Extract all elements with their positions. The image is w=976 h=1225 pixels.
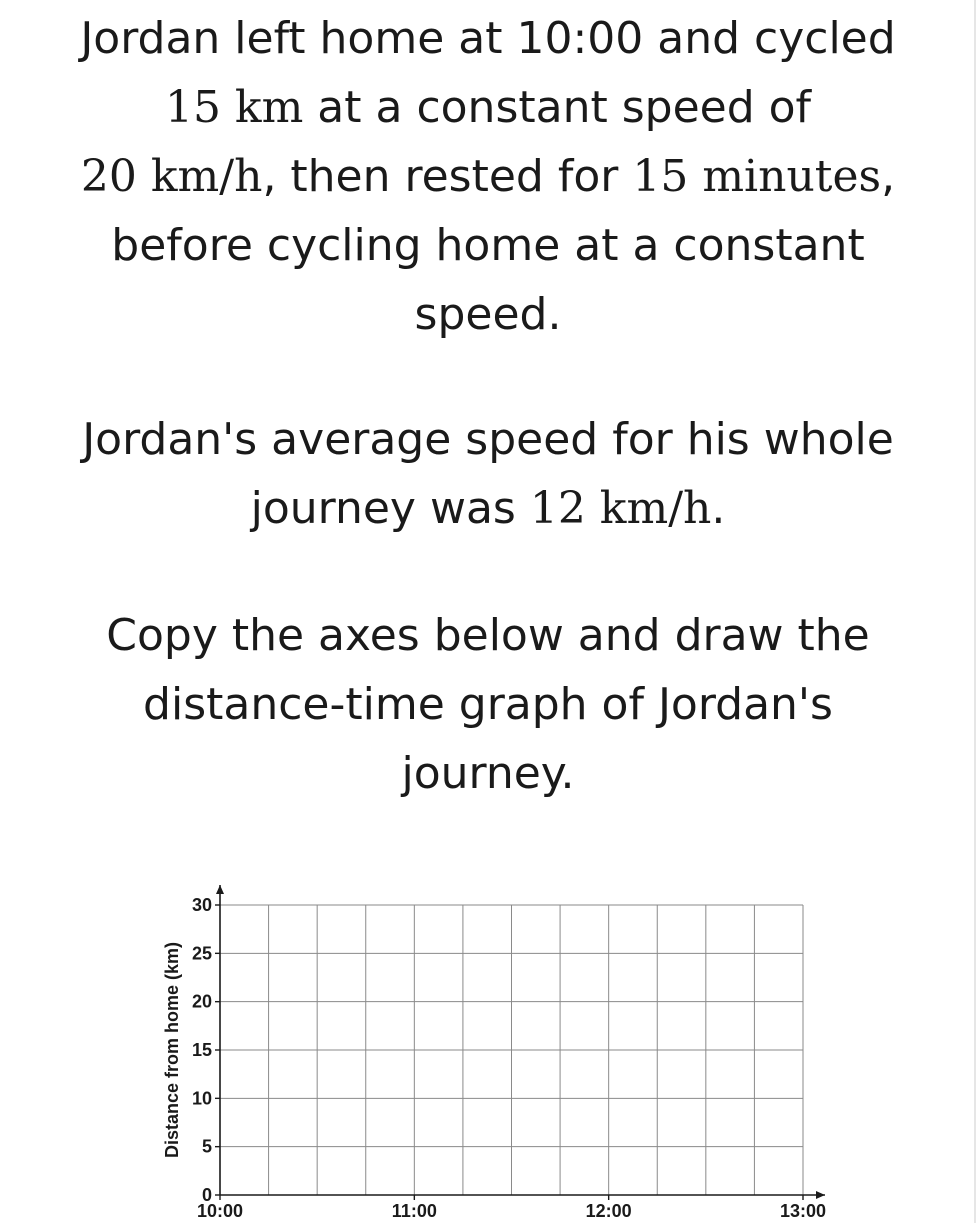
question-line <box>0 142 976 211</box>
question-paragraph-3 <box>0 601 976 808</box>
question-line: speed. <box>414 289 562 340</box>
question-paragraph-2 <box>0 405 976 543</box>
question-line: Jordan left home at 10:00 and cycled <box>80 13 896 64</box>
question-line <box>0 474 976 543</box>
question-paragraph-1 <box>0 4 976 349</box>
question-text-segment: at a constant speed of <box>303 82 812 133</box>
y-tick-label: 15 <box>191 1040 212 1060</box>
x-axis-arrow-icon <box>816 1191 825 1199</box>
x-tick-label: 11:00 <box>391 1201 437 1221</box>
question-text-segment: . <box>711 483 726 534</box>
question-text-segment: , then rested for <box>262 151 633 202</box>
distance-value: 15 km <box>164 82 304 133</box>
distance-time-axes <box>150 872 840 1222</box>
y-tick-label: 30 <box>191 895 212 915</box>
question-text-segment: journey was <box>250 483 530 534</box>
y-axis-arrow-icon <box>216 885 224 894</box>
question-line: journey. <box>401 748 575 799</box>
x-tick-label: 12:00 <box>585 1201 632 1221</box>
question-text-segment: , <box>881 151 896 202</box>
x-tick-label: 10:00 <box>196 1201 244 1221</box>
question-line: Copy the axes below and draw the <box>106 610 870 661</box>
question-line: Jordan's average speed for his whole <box>82 414 894 465</box>
question-line: before cycling home at a constant <box>111 220 865 271</box>
question-line: distance-time graph of Jordan's <box>143 679 833 730</box>
x-tick-label: 13:00 <box>779 1201 827 1221</box>
question-line <box>0 73 976 142</box>
y-tick-label: 0 <box>201 1185 212 1205</box>
y-axis-title: Distance from home (km) <box>162 941 182 1159</box>
y-tick-label: 10 <box>191 1088 212 1109</box>
y-tick-label: 5 <box>201 1136 212 1157</box>
average-speed-value: 12 km/h <box>529 483 712 534</box>
speed-value: 20 km/h <box>80 151 263 202</box>
rest-time-value: 15 minutes <box>632 151 882 202</box>
y-tick-label: 25 <box>191 943 212 964</box>
y-tick-label: 20 <box>191 991 212 1012</box>
